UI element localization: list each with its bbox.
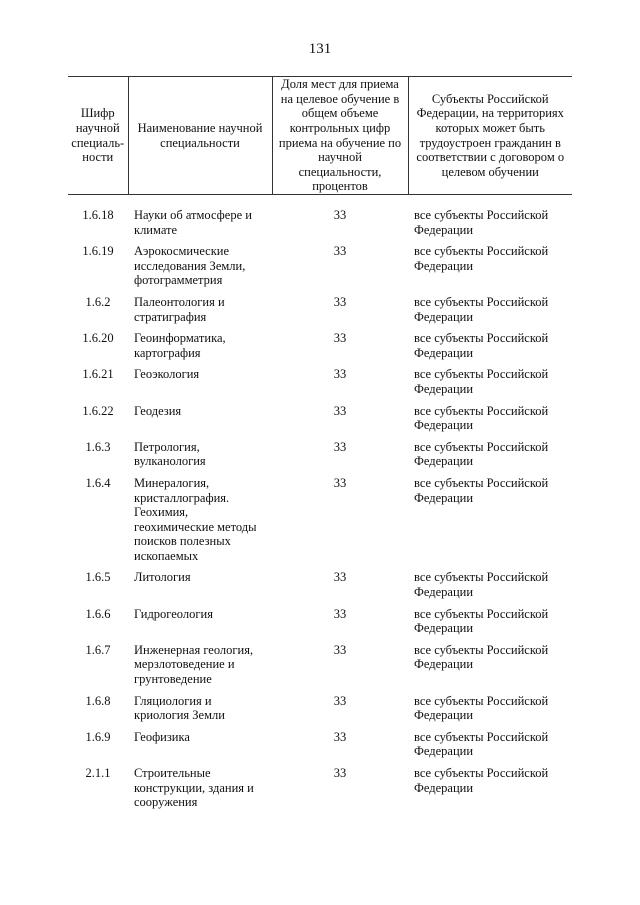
cell-share: 33	[333, 570, 347, 585]
cell-code: 1.6.9	[85, 729, 111, 744]
cell-name: Гляциология и криология Земли	[134, 693, 225, 723]
cell-share: 33	[333, 642, 347, 657]
cell-code: 1.6.19	[82, 244, 114, 259]
header-share: Доля мест для приема на целевое обучение в общем объеме контрольных цифр приема на обучение по научной специальности, процентов	[272, 77, 408, 195]
cell-code: 1.6.5	[85, 570, 111, 585]
cell-name: Геофизика	[134, 729, 190, 744]
cell-name: Минералогия, кристаллография. Геохимия, геохимические методы поисков полезных ископаемых	[134, 475, 257, 563]
cell-name: Геодезия	[134, 403, 182, 418]
table-spacer	[68, 195, 572, 209]
cell-subjects: все субъекты Российской Федерации	[414, 439, 549, 469]
cell-subjects: все субъекты Российской Федерации	[414, 208, 549, 237]
cell-share: 33	[333, 294, 347, 309]
cell-subjects: все субъекты Российской Федерации	[414, 570, 549, 600]
cell-share: 33	[333, 244, 347, 259]
cell-name: Науки об атмосфере и климате	[134, 208, 252, 237]
header-name: Наименование научной специальности	[128, 77, 272, 195]
table-body	[68, 195, 572, 817]
cell-share: 33	[333, 766, 347, 780]
cell-name: Геоинформатика, картография	[134, 331, 226, 360]
cell-code: 1.6.6	[85, 606, 111, 621]
table-row	[68, 440, 572, 476]
cell-code: 1.6.20	[82, 331, 114, 346]
cell-code: 1.6.21	[82, 367, 114, 382]
cell-share: 33	[333, 475, 347, 490]
table-row	[68, 766, 572, 817]
cell-subjects: все субъекты Российской Федерации	[414, 244, 549, 273]
cell-share: 33	[333, 331, 347, 346]
cell-code: 1.6.22	[82, 403, 114, 418]
cell-share: 33	[333, 606, 347, 621]
table-header	[68, 77, 572, 195]
cell-subjects: все субъекты Российской Федерации	[414, 367, 549, 396]
cell-code: 1.6.3	[85, 439, 111, 454]
specialties-table	[68, 76, 572, 817]
table-row	[68, 295, 572, 331]
cell-code: 2.1.1	[85, 766, 111, 780]
table-row	[68, 730, 572, 766]
table-row	[68, 404, 572, 440]
header-subjects: Субъекты Российской Федерации, на территориях которых может быть трудоустроен гражданин в соответствии с договором о целевом обучении	[408, 77, 572, 195]
table-row	[68, 607, 572, 643]
cell-name: Гидрогеология	[134, 606, 213, 621]
cell-name: Строительные конструкции, здания и сооружения	[134, 766, 254, 810]
cell-code: 1.6.7	[85, 642, 111, 657]
cell-share: 33	[333, 403, 347, 418]
cell-subjects: все субъекты Российской Федерации	[414, 729, 549, 759]
cell-code: 1.6.2	[85, 294, 111, 309]
cell-subjects: все субъекты Российской Федерации	[414, 766, 549, 795]
cell-code: 1.6.8	[85, 693, 111, 708]
table-row	[68, 570, 572, 606]
cell-subjects: все субъекты Российской Федерации	[414, 403, 549, 433]
table-row	[68, 244, 572, 295]
header-code: Шифр научной специаль-ности	[71, 106, 125, 165]
page-number: 131	[308, 41, 332, 57]
table-row	[68, 643, 572, 694]
cell-subjects: все субъекты Российской Федерации	[414, 642, 549, 672]
cell-code: 1.6.4	[85, 475, 111, 490]
cell-code: 1.6.18	[82, 208, 114, 222]
cell-name: Геоэкология	[134, 367, 200, 382]
cell-subjects: все субъекты Российской Федерации	[414, 331, 549, 360]
cell-share: 33	[333, 439, 347, 454]
cell-subjects: все субъекты Российской Федерации	[414, 606, 549, 636]
cell-name: Петрология, вулканология	[134, 439, 206, 469]
cell-name: Инженерная геология, мерзлотоведение и грунтоведение	[134, 642, 254, 687]
cell-subjects: все субъекты Российской Федерации	[414, 693, 549, 723]
table-row	[68, 476, 572, 571]
cell-share: 33	[333, 367, 347, 382]
cell-name: Литология	[134, 570, 191, 585]
table-row	[68, 208, 572, 244]
cell-subjects: все субъекты Российской Федерации	[414, 475, 549, 505]
cell-subjects: все субъекты Российской Федерации	[414, 294, 549, 324]
cell-share: 33	[333, 693, 347, 708]
table-row	[68, 694, 572, 730]
cell-name: Аэрокосмические исследования Земли, фотограмметрия	[134, 244, 246, 288]
table-header-row	[68, 77, 572, 195]
table-row	[68, 331, 572, 367]
cell-share: 33	[333, 208, 347, 222]
table-row	[68, 367, 572, 403]
cell-share: 33	[333, 729, 347, 744]
cell-name: Палеонтология и стратиграфия	[134, 294, 225, 324]
